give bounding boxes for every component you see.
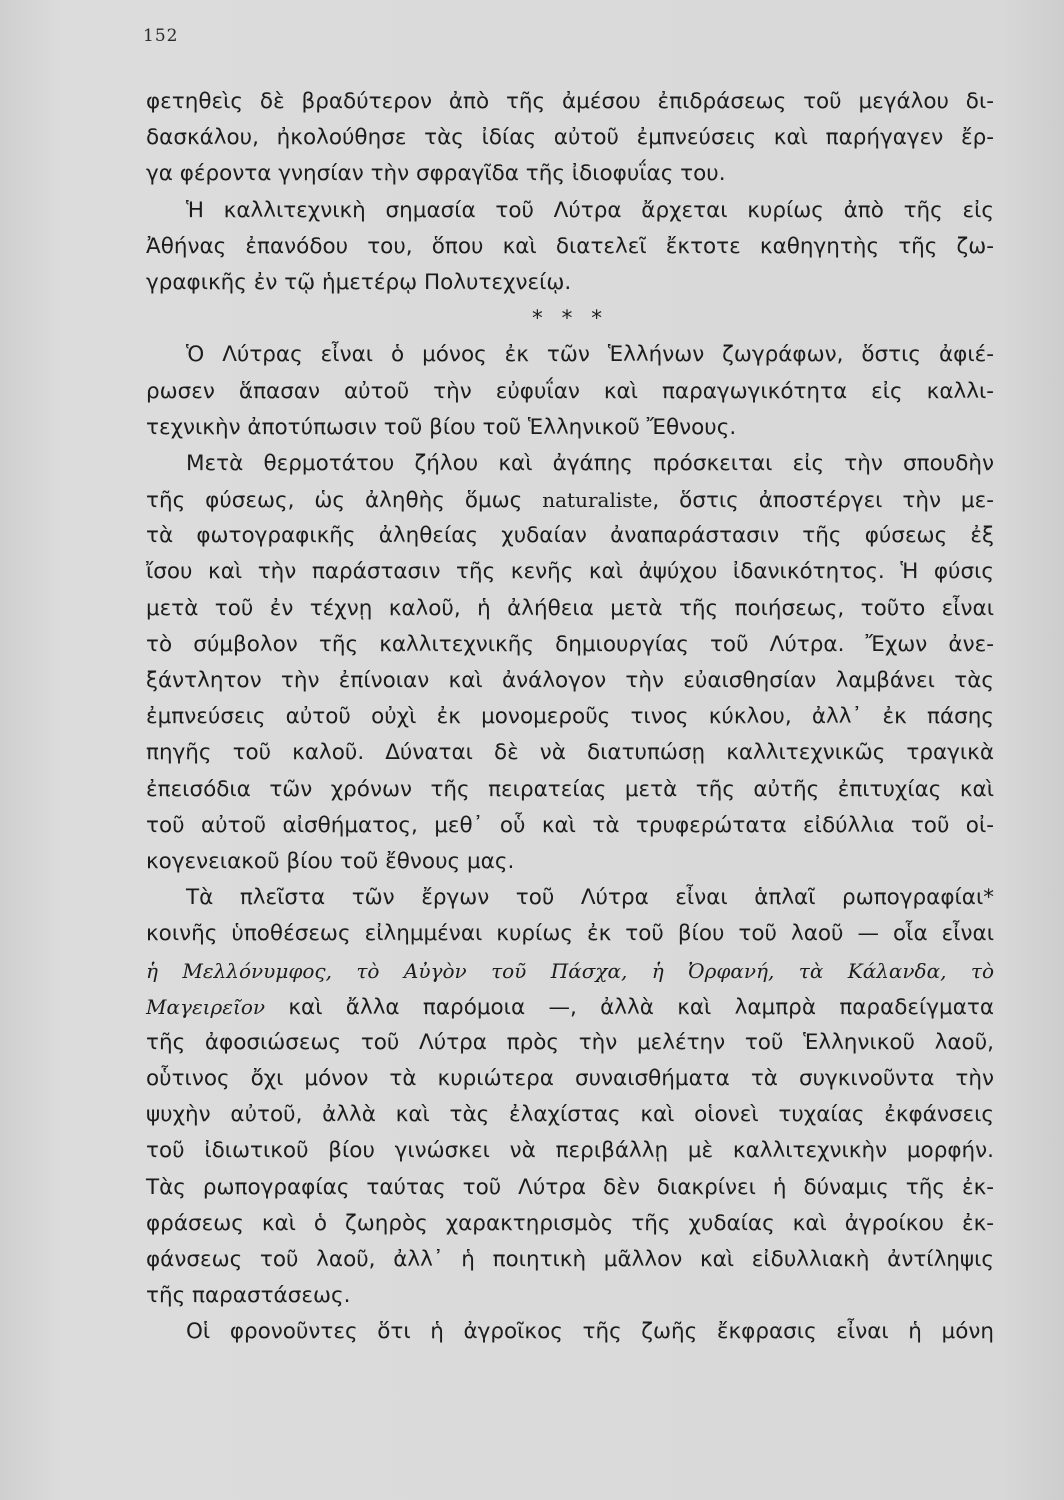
text-line: μετὰ τοῦ ἐν τέχνῃ καλοῦ, ἡ ἀλήθεια μετὰ τῆς ποιήσεως, τοῦτο εἶναι (146, 595, 994, 621)
text-line: γα φέροντα γνησίαν τὴν σφραγῖδα τῆς ἰδιοφυΐας του. (146, 161, 726, 187)
text-run: καὶ ἄλλα παρόμοια —, ἀλλὰ καὶ λαμπρὰ παραδείγματα (265, 994, 994, 1020)
text-run: , ὅστις ἀποστέργει τὴν με- (652, 488, 994, 514)
text-line: κοινῆς ὑποθέσεως εἰλημμέναι κυρίως ἐκ τοῦ βίου τοῦ λαοῦ — οἷα εἶναι (146, 921, 994, 947)
text-line: οὗτινος ὄχι μόνον τὰ κυριώτερα συναισθήματα τὰ συγκινοῦντα τὴν (146, 1066, 994, 1092)
body-text (146, 84, 994, 1351)
section-separator: * * * (532, 306, 608, 332)
text-line: Ἀθήνας ἐπανόδου του, ὅπου καὶ διατελεῖ ἔκτοτε καθηγητὴς τῆς ζω- (146, 233, 994, 259)
paragraph-start-line: Ἡ καλλιτεχνικὴ σημασία τοῦ Λύτρα ἄρχεται κυρίως ἀπὸ τῆς εἰς (186, 197, 994, 223)
artwork-title: Μαγειρεῖον (146, 994, 266, 1019)
text-line: τὸ σύμβολον τῆς καλλιτεχνικῆς δημιουργίας τοῦ Λύτρα. Ἔχων ἀνε- (146, 631, 994, 657)
text-line: φετηθεὶς δὲ βραδύτερον ἀπὸ τῆς ἀμέσου ἐπιδράσεως τοῦ μεγάλου δι- (146, 89, 994, 114)
text-line: ἐπεισόδια τῶν χρόνων τῆς πειρατείας μετὰ τῆς αὐτῆς ἐπιτυχίας καὶ (146, 776, 994, 802)
text-line: δασκάλου, ἠκολούθησε τὰς ἰδίας αὐτοῦ ἐμπνεύσεις καὶ παρήγαγεν ἔρ- (146, 125, 994, 151)
text-line: Τὰς ρωπογραφίας ταύτας τοῦ Λύτρα δὲν διακρίνει ἡ δύναμις τῆς ἐκ- (146, 1174, 994, 1200)
paragraph-start-line: Ὁ Λύτρας εἶναι ὁ μόνος ἐκ τῶν Ἑλλήνων ζωγράφων, ὅστις ἀφιέ- (186, 342, 994, 368)
italic-titles-line: ἡ Μελλόνυμφος, τὸ Αὐγὸν τοῦ Πάσχα, ἡ Ὀρφανή, τὰ Κάλανδα, τὸ (146, 958, 994, 983)
text-line: τῆς παραστάσεως. (146, 1283, 351, 1309)
text-line: πηγῆς τοῦ καλοῦ. Δύναται δὲ νὰ διατυπώσῃ καλλιτεχνικῶς τραγικὰ (146, 740, 994, 766)
text-line: γραφικῆς ἐν τῷ ἡμετέρῳ Πολυτεχνείῳ. (146, 269, 572, 295)
text-line: φράσεως καὶ ὁ ζωηρὸς χαρακτηρισμὸς τῆς χυδαίας καὶ ἀγροίκου ἐκ- (146, 1210, 994, 1236)
text-line: φάνσεως τοῦ λαοῦ, ἀλλ᾽ ἡ ποιητικὴ μᾶλλον καὶ εἰδυλλιακὴ ἀντίληψις (146, 1247, 994, 1272)
text-line: κογενειακοῦ βίου τοῦ ἔθνους μας. (146, 848, 515, 874)
text-line: ξάντλητον τὴν ἐπίνοιαν καὶ ἀνάλογον τὴν εὐαισθησίαν λαμβάνει τὰς (146, 668, 994, 693)
text-line: ρωσεν ἅπασαν αὐτοῦ τὴν εὐφυΐαν καὶ παραγωγικότητα εἰς καλλι- (146, 378, 994, 404)
text-line: τοῦ αὐτοῦ αἰσθήματος, μεθ᾽ οὗ καὶ τὰ τρυφερώτατα εἰδύλλια τοῦ οἰ- (146, 812, 994, 838)
text-run: τῆς φύσεως, ὡς ἀληθὴς ὅμως (146, 488, 543, 514)
text-line: τὰ φωτογραφικῆς ἀληθείας χυδαίαν ἀναπαράστασιν τῆς φύσεως ἐξ (146, 523, 994, 549)
text-line: ἴσου καὶ τὴν παράστασιν τῆς κενῆς καὶ ἀψύχου ἰδανικότητος. Ἡ φύσις (146, 559, 994, 585)
text-line: τῆς ἀφοσιώσεως τοῦ Λύτρα πρὸς τὴν μελέτην τοῦ Ἑλληνικοῦ λαοῦ, (146, 1029, 994, 1055)
paragraph-start-line: Τὰ πλεῖστα τῶν ἔργων τοῦ Λύτρα εἶναι ἁπλαῖ ρωπογραφίαι* (186, 885, 994, 911)
text-line: ἐμπνεύσεις αὐτοῦ οὐχὶ ἐκ μονομεροῦς τινος κύκλου, ἀλλ᾽ ἐκ πάσης (146, 704, 994, 730)
text-line: ψυχὴν αὐτοῦ, ἀλλὰ καὶ τὰς ἐλαχίστας καὶ οἱονεὶ τυχαίας ἐκφάνσεις (146, 1102, 994, 1128)
paragraph-start-line: Οἱ φρονοῦντες ὅτι ἡ ἀγροῖκος τῆς ζωῆς ἔκφρασις εἶναι ἡ μόνη (186, 1319, 994, 1345)
paragraph-start-line: Μετὰ θερμοτάτου ζήλου καὶ ἀγάπης πρόσκειται εἰς τὴν σπουδὴν (186, 450, 994, 476)
foreign-word: naturaliste (542, 488, 653, 513)
text-line (146, 989, 994, 1025)
text-line (146, 482, 994, 518)
text-line: τεχνικὴν ἀποτύπωσιν τοῦ βίου τοῦ Ἑλληνικοῦ Ἔθνους. (146, 414, 737, 440)
page-number: 152 (143, 26, 179, 46)
text-line: τοῦ ἰδιωτικοῦ βίου γινώσκει νὰ περιβάλλῃ μὲ καλλιτεχνικὴν μορφήν. (146, 1138, 994, 1164)
